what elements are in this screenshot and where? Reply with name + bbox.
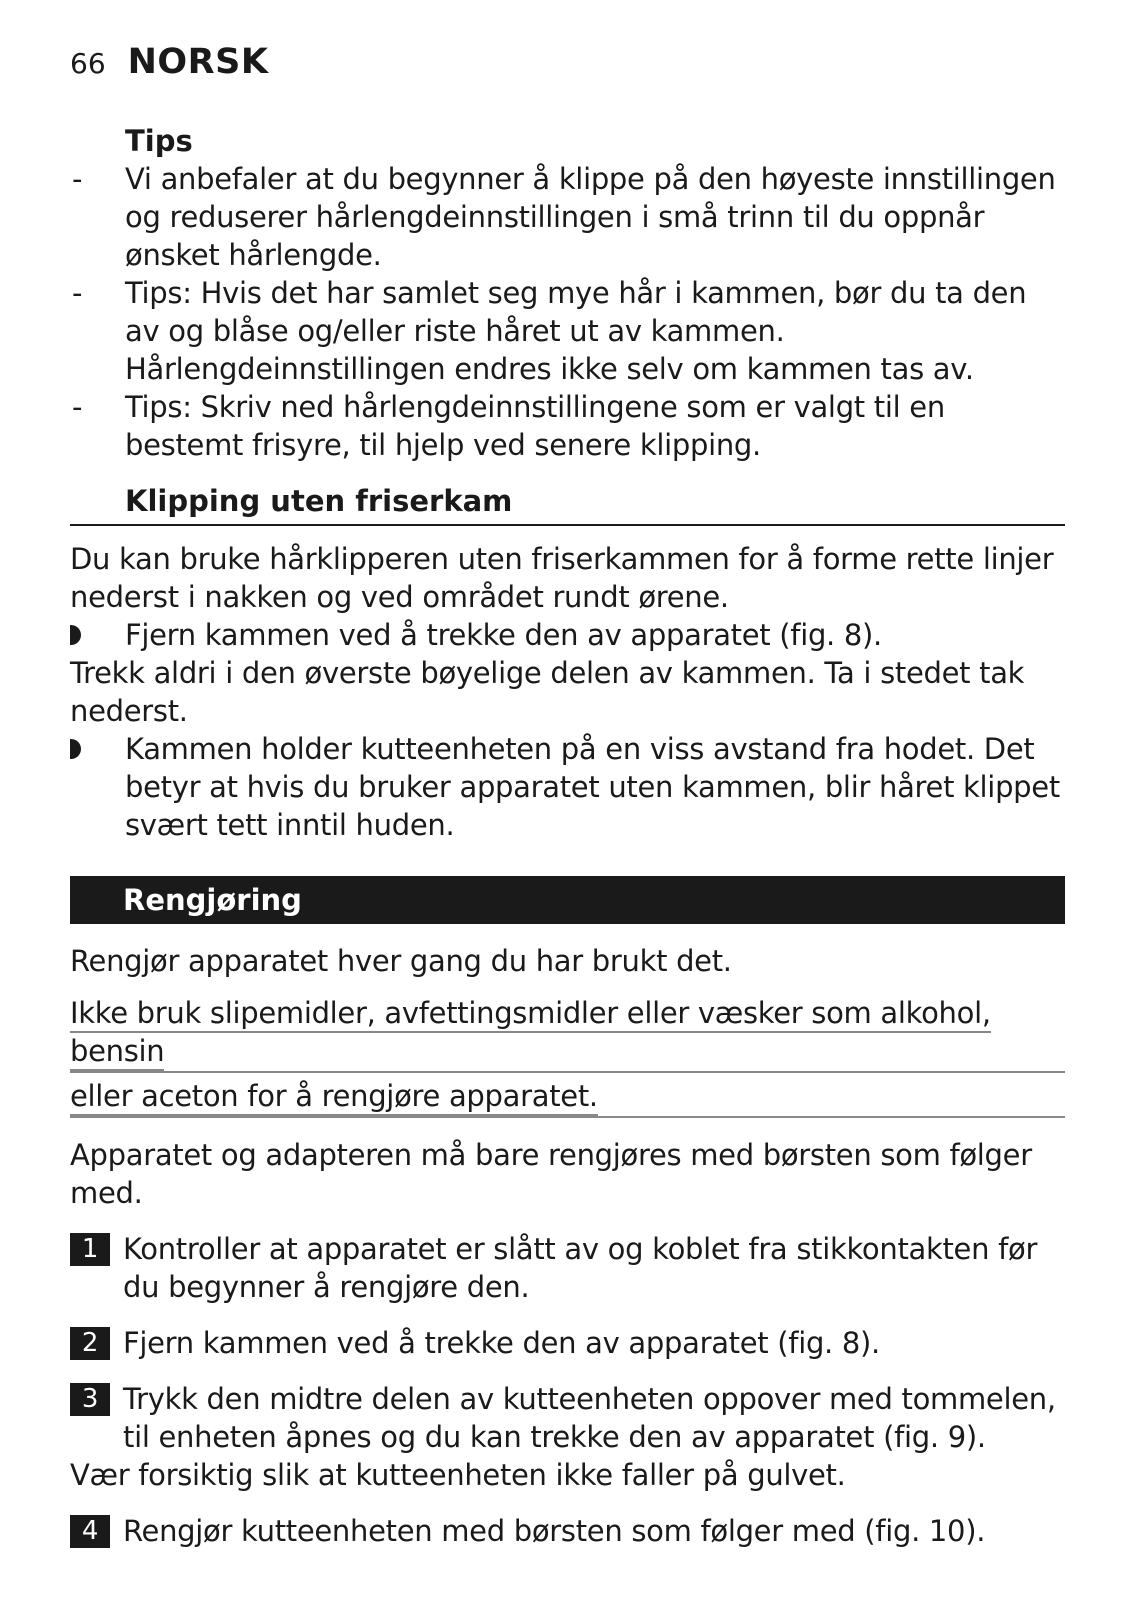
dash-marker: - xyxy=(72,162,83,196)
tips-item-text: Vi anbefaler at du begynner å klippe på den høyeste innstillingen og reduserer hårlengdeinnstillingen i små trinn til du oppnår ønsket hårlengde. xyxy=(125,162,1056,272)
step-text: Rengjør kutteenheten med børsten som følger med (fig. 10). xyxy=(123,1514,986,1548)
tips-item xyxy=(70,160,1065,274)
klipping-bullet xyxy=(70,616,1065,654)
bullet-triangle-icon xyxy=(70,625,81,645)
step-number: 4 xyxy=(70,1515,110,1548)
brush-note: Apparatet og adapteren må bare rengjøres med børsten som følger med. xyxy=(70,1138,1032,1210)
klipping-intro: Du kan bruke hårklipperen uten friserkammen for å forme rette linjer nederst i nakken og ved området rundt ørene. xyxy=(70,542,1054,614)
step-text: Fjern kammen ved å trekke den av apparatet (fig. 8). xyxy=(123,1326,880,1360)
tips-item-text: Tips: Skriv ned hårlengdeinnstillingene som er valgt til en bestemt frisyre, til hjelp ved senere klipping. xyxy=(125,390,945,462)
rengjoring-intro: Rengjør apparatet hver gang du har brukt det. xyxy=(70,944,732,978)
tips-item xyxy=(70,388,1065,464)
step-number: 3 xyxy=(70,1383,110,1416)
step-number: 1 xyxy=(70,1233,110,1266)
page-content xyxy=(70,122,1065,1550)
step-item xyxy=(70,1380,1065,1456)
tips-item-text: Tips: Hvis det har samlet seg mye hår i kammen, bør du ta den av og blåse og/eller riste håret ut av kammen. Hårlengdeinnstillingen endres ikke selv om kammen tas av. xyxy=(125,276,1027,386)
tips-heading: Tips xyxy=(125,124,193,158)
tips-item xyxy=(70,274,1065,388)
step-item xyxy=(70,1324,1065,1362)
klipping-bullet-text: Kammen holder kutteenheten på en viss avstand fra hodet. Det betyr at hvis du bruker apparatet uten kammen, blir håret klippet svært tett inntil huden. xyxy=(125,732,1060,842)
rengjoring-heading-bar xyxy=(70,876,1065,924)
dash-marker: - xyxy=(72,390,83,424)
bullet-triangle-icon xyxy=(70,739,81,759)
klipping-bullet xyxy=(70,730,1065,844)
step-item xyxy=(70,1230,1065,1306)
step-number: 2 xyxy=(70,1327,110,1360)
page-language-title: NORSK xyxy=(127,42,269,82)
step3-note: Vær forsiktig slik at kutteenheten ikke faller på gulvet. xyxy=(70,1458,846,1492)
klipping-heading: Klipping uten friserkam xyxy=(70,482,1065,526)
rengjoring-warning xyxy=(70,994,1065,1118)
klipping-bullet-text: Fjern kammen ved å trekke den av apparatet (fig. 8). xyxy=(125,618,882,652)
page-header xyxy=(70,42,268,82)
bullet-marker xyxy=(70,730,125,844)
rengjoring-heading: Rengjøring xyxy=(123,883,302,917)
step-item xyxy=(70,1512,1065,1550)
klipping-note: Trekk aldri i den øverste bøyelige delen av kammen. Ta i stedet tak nederst. xyxy=(70,656,1025,728)
warning-line-1: Ikke bruk slipemidler, avfettingsmidler eller væsker som alkohol, bensin xyxy=(70,996,991,1071)
step-text: Trykk den midtre delen av kutteenheten oppover med tommelen, til enheten åpnes og du kan trekke den av apparatet (fig. 9). xyxy=(123,1382,1056,1454)
page-number: 66 xyxy=(70,47,106,80)
step-text: Kontroller at apparatet er slått av og koblet fra stikkontakten før du begynner å rengjøre den. xyxy=(123,1232,1038,1304)
dash-marker: - xyxy=(72,276,83,310)
warning-line-2: eller aceton for å rengjøre apparatet. xyxy=(70,1079,598,1116)
bullet-marker xyxy=(70,616,125,654)
